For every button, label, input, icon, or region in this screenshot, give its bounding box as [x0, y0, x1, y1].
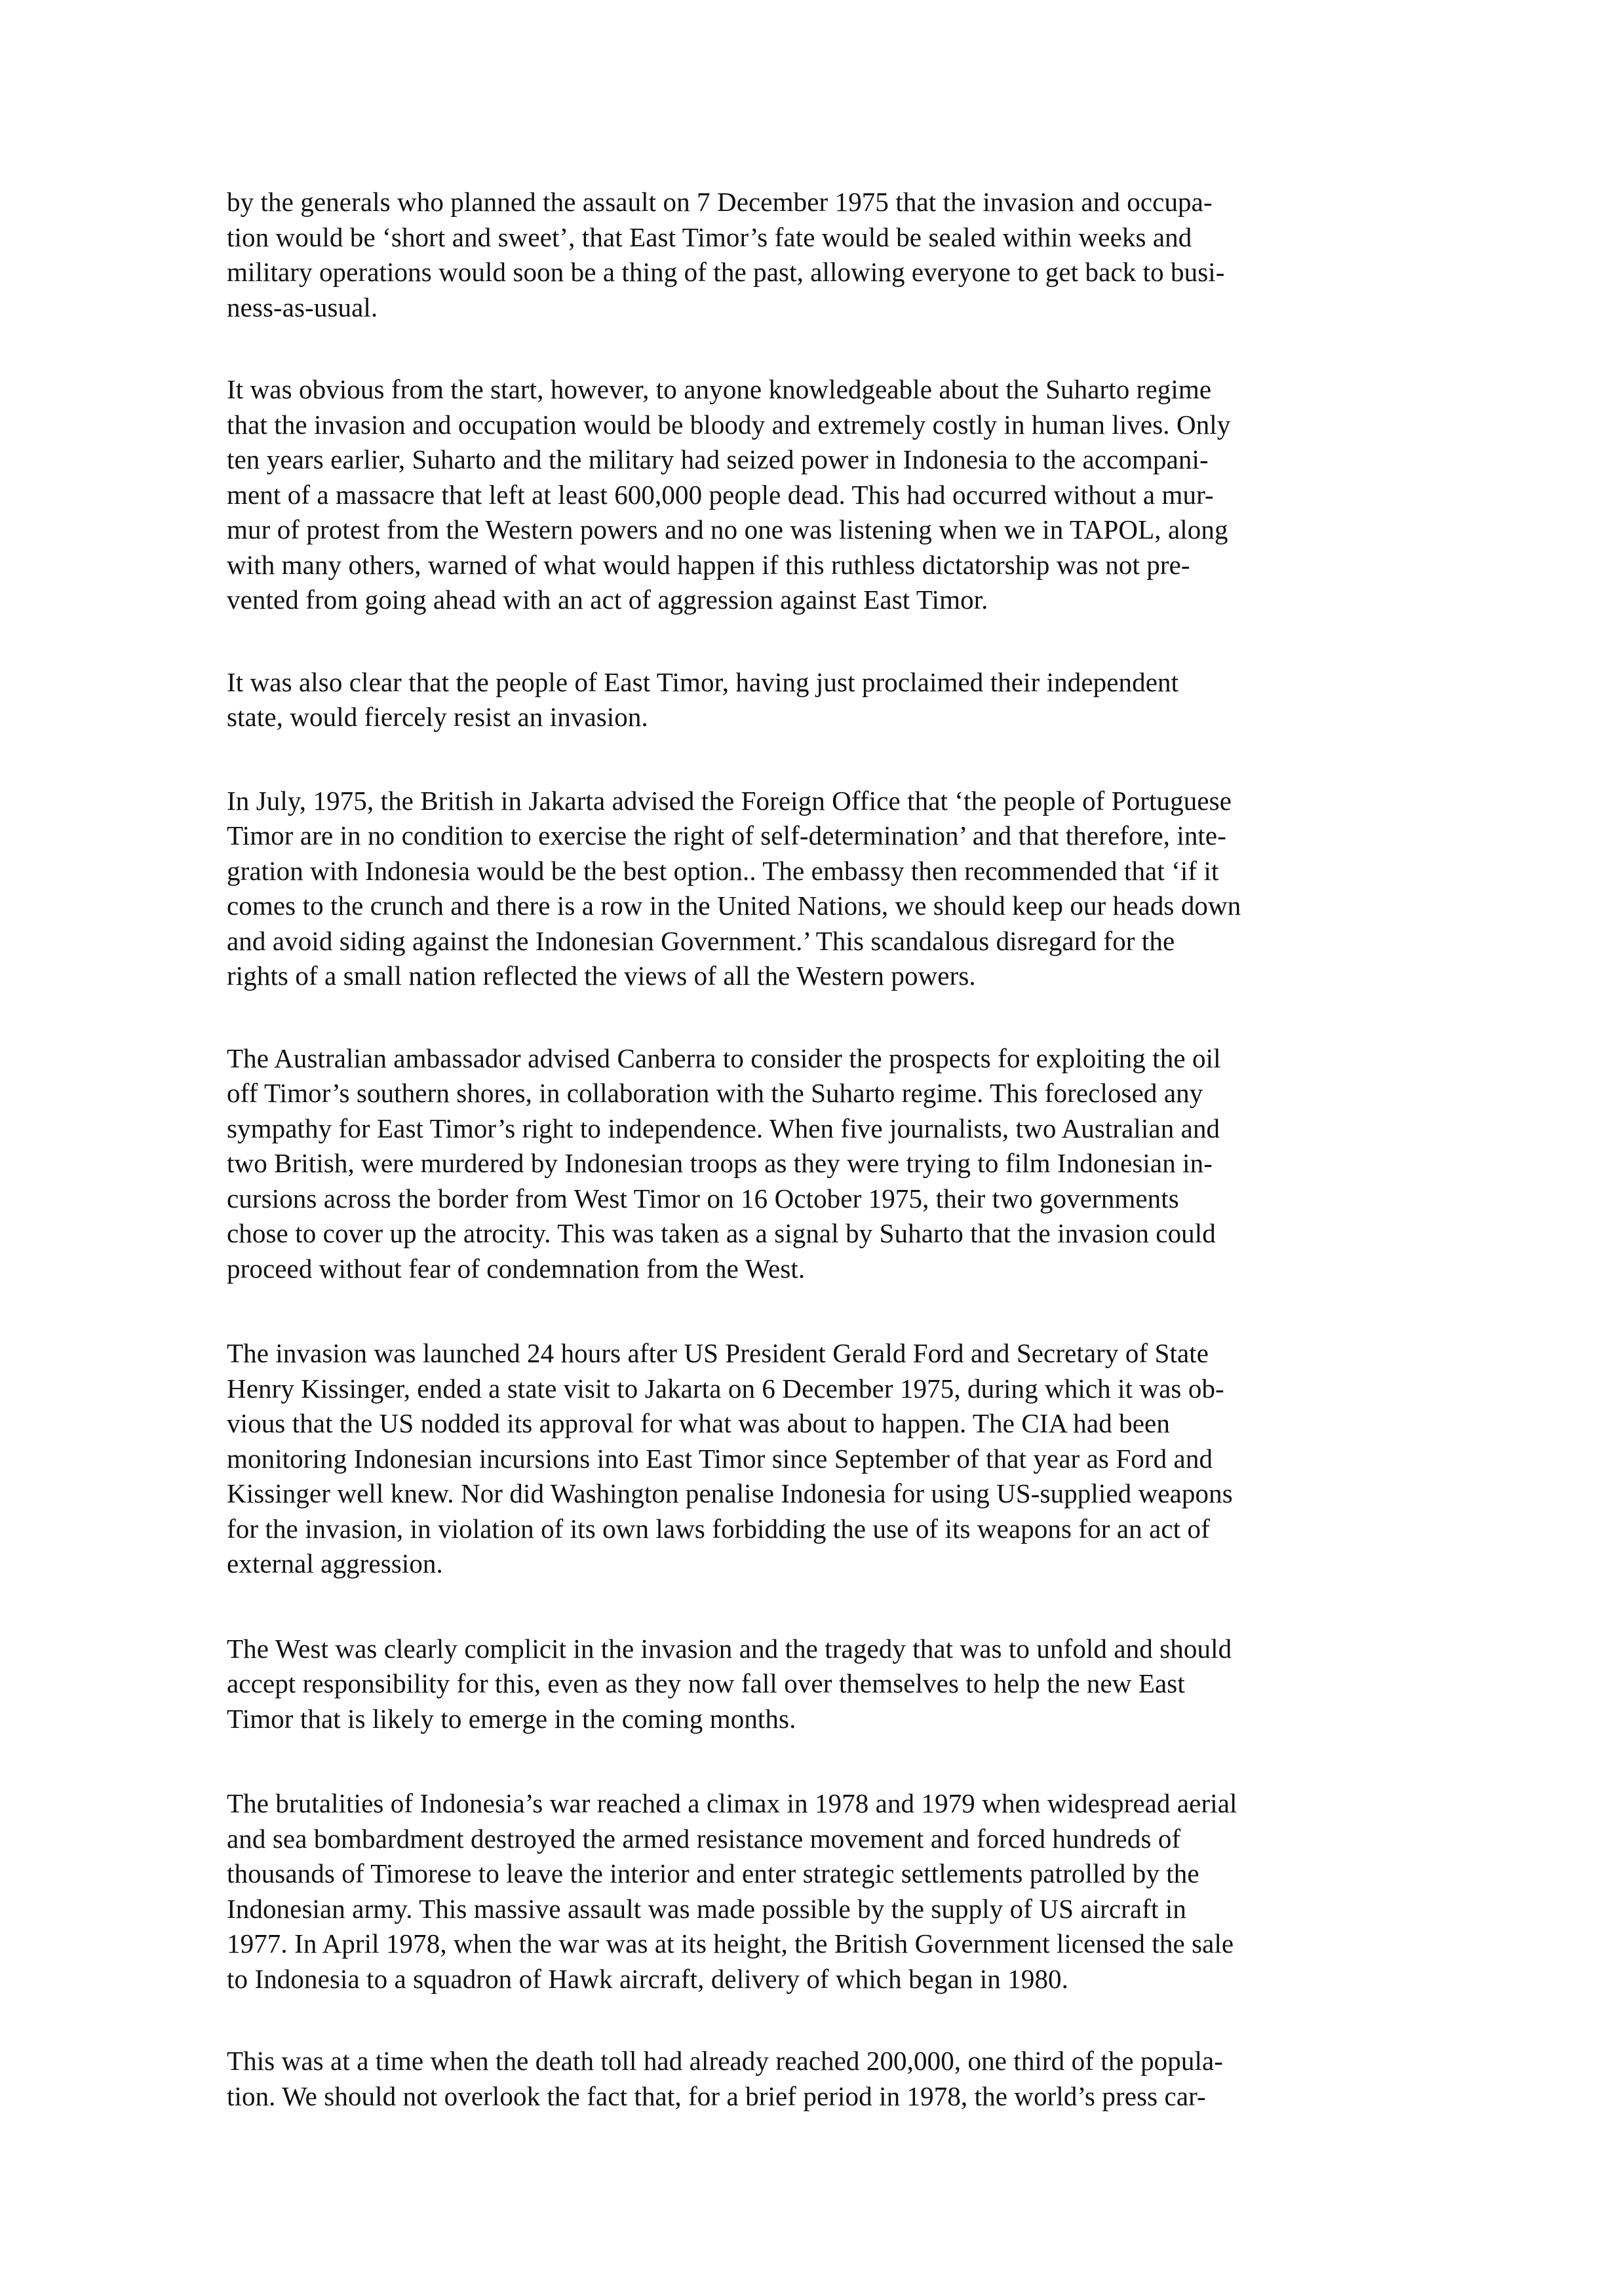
- text-line: Henry Kissinger, ended a state visit to Jakarta on 6 December 1975, during which it was ob-: [227, 1373, 1224, 1404]
- text-line: proceed without fear of condemnation from the West.: [227, 1253, 806, 1284]
- text-line: two British, were murdered by Indonesian troops as they were trying to film Indonesian in-: [227, 1148, 1213, 1178]
- text-line: tion. We should not overlook the fact that, for a brief period in 1978, the world’s press car-: [227, 2080, 1206, 2111]
- text-line: rights of a small nation reflected the views of all the Western powers.: [227, 961, 976, 991]
- paragraph-8: [227, 1786, 1387, 1997]
- text-line: sympathy for East Timor’s right to independence. When five journalists, two Australian and: [227, 1113, 1220, 1143]
- paragraph-spacer: [227, 735, 1387, 784]
- text-line: The West was clearly complicit in the invasion and the tragedy that was to unfold and should: [227, 1633, 1232, 1664]
- text-line: and sea bombardment destroyed the armed resistance movement and forced hundreds of: [227, 1823, 1181, 1854]
- paragraph-9: [227, 2044, 1387, 2114]
- paragraph-spacer: [227, 618, 1387, 665]
- text-line: Timor that is likely to emerge in the coming months.: [227, 1703, 796, 1734]
- text-line: military operations would soon be a thing of the past, allowing everyone to get back to busi-: [227, 257, 1225, 287]
- paragraph-5: [227, 1041, 1387, 1287]
- paragraph-spacer: [227, 1736, 1387, 1786]
- text-line: ten years earlier, Suharto and the military had seized power in Indonesia to the accompani-: [227, 444, 1209, 474]
- text-line: The Australian ambassador advised Canberra to consider the prospects for exploiting the oil: [227, 1043, 1221, 1073]
- text-line: gration with Indonesia would be the best option.. The embassy then recommended that ‘if it: [227, 855, 1219, 886]
- text-line: mur of protest from the Western powers and no one was listening when we in TAPOL, along: [227, 514, 1228, 545]
- text-line: with many others, warned of what would happen if this ruthless dictatorship was not pre-: [227, 549, 1190, 580]
- text-line: accept responsibility for this, even as they now fall over themselves to help the new East: [227, 1668, 1185, 1698]
- text-line: Kissinger well knew. Nor did Washington penalise Indonesia for using US-supplied weapons: [227, 1478, 1233, 1508]
- paragraph-6: [227, 1336, 1387, 1582]
- text-line: ness-as-usual.: [227, 292, 378, 322]
- text-line: This was at a time when the death toll had already reached 200,000, one third of the popula-: [227, 2046, 1224, 2076]
- text-line: for the invasion, in violation of its own laws forbidding the use of its weapons for an act of: [227, 1513, 1210, 1544]
- text-line: thousands of Timorese to leave the interior and enter strategic settlements patrolled by the: [227, 1858, 1199, 1888]
- paragraph-spacer: [227, 325, 1387, 372]
- paragraph-3: [227, 665, 1387, 735]
- text-line: Timor are in no condition to exercise the right of self-determination’ and that therefore, inte-: [227, 820, 1226, 851]
- text-line: 1977. In April 1978, when the war was at its height, the British Government licensed the sale: [227, 1928, 1234, 1959]
- text-line: vious that the US nodded its approval for what was about to happen. The CIA had been: [227, 1408, 1170, 1438]
- paragraph-spacer: [227, 1286, 1387, 1336]
- text-line: external aggression.: [227, 1548, 443, 1578]
- paragraph-1: [227, 185, 1387, 325]
- paragraph-spacer: [227, 994, 1387, 1041]
- text-line: The brutalities of Indonesia’s war reached a climax in 1978 and 1979 when widespread aerial: [227, 1788, 1237, 1818]
- text-line: that the invasion and occupation would be bloody and extremely costly in human lives. Only: [227, 409, 1231, 440]
- text-line: monitoring Indonesian incursions into East Timor since September of that year as Ford and: [227, 1443, 1213, 1474]
- body-text: [227, 185, 1387, 2114]
- text-line: by the generals who planned the assault on 7 December 1975 that the invasion and occupa-: [227, 187, 1213, 217]
- text-line: off Timor’s southern shores, in collaboration with the Suharto regime. This foreclosed any: [227, 1078, 1203, 1108]
- paragraph-7: [227, 1632, 1387, 1737]
- paragraph-spacer: [227, 1997, 1387, 2044]
- text-line: comes to the crunch and there is a row in the United Nations, we should keep our heads down: [227, 890, 1241, 921]
- paragraph-spacer: [227, 1582, 1387, 1632]
- paragraph-2: [227, 372, 1387, 618]
- text-line: and avoid siding against the Indonesian Government.’ This scandalous disregard for the: [227, 925, 1175, 956]
- text-line: ment of a massacre that left at least 600,000 people dead. This had occurred without a mur-: [227, 479, 1214, 510]
- text-line: In July, 1975, the British in Jakarta advised the Foreign Office that ‘the people of Portuguese: [227, 785, 1232, 816]
- text-line: chose to cover up the atrocity. This was taken as a signal by Suharto that the invasion could: [227, 1218, 1216, 1248]
- text-line: state, would fiercely resist an invasion.: [227, 702, 648, 732]
- text-line: vented from going ahead with an act of aggression against East Timor.: [227, 584, 988, 615]
- text-line: It was obvious from the start, however, to anyone knowledgeable about the Suharto regime: [227, 374, 1212, 404]
- text-line: to Indonesia to a squadron of Hawk aircraft, delivery of which began in 1980.: [227, 1963, 1069, 1994]
- paragraph-4: [227, 784, 1387, 994]
- text-line: The invasion was launched 24 hours after US President Gerald Ford and Secretary of State: [227, 1338, 1209, 1368]
- text-line: tion would be ‘short and sweet’, that East Timor’s fate would be sealed within weeks and: [227, 221, 1192, 252]
- text-line: Indonesian army. This massive assault was made possible by the supply of US aircraft in: [227, 1893, 1186, 1924]
- text-line: cursions across the border from West Timor on 16 October 1975, their two governments: [227, 1183, 1179, 1214]
- text-line: It was also clear that the people of East Timor, having just proclaimed their independent: [227, 666, 1179, 697]
